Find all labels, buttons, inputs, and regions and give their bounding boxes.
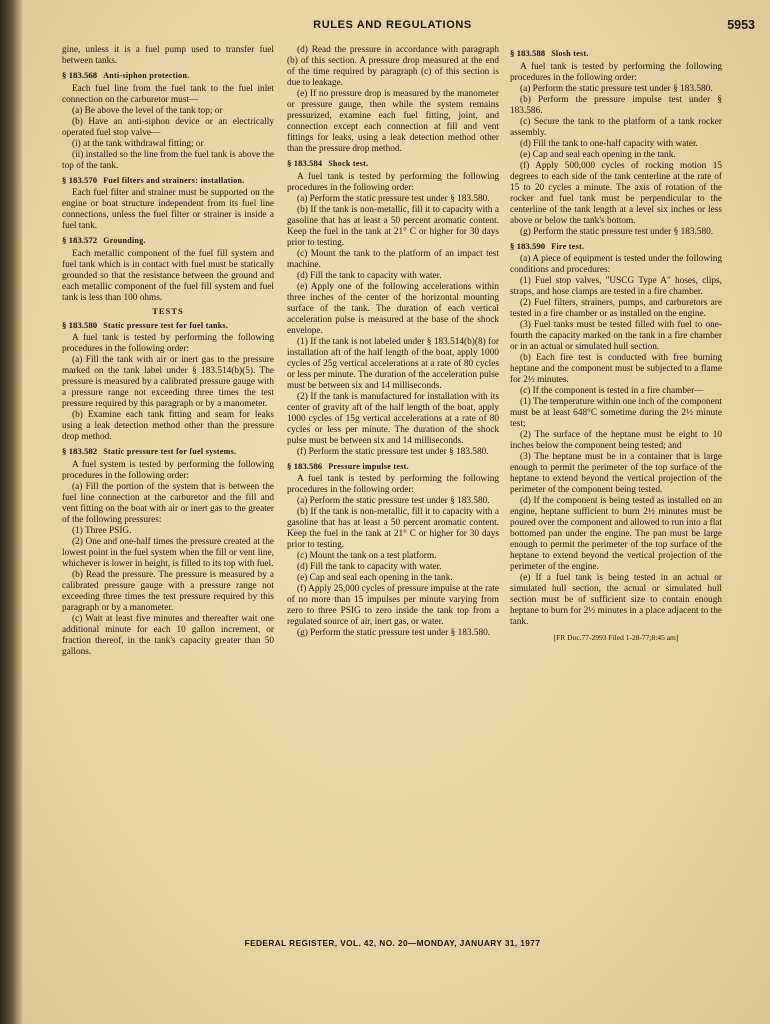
body-paragraph: (3) The heptane must be in a container that is large enough to permit the perimeter of the top surface of the heptane to extend beyond the vertical projection of the perimeter of the component being tested. [510, 452, 722, 495]
body-paragraph: (2) The surface of the heptane must be eight to 10 inches below the component being tested; and [510, 430, 722, 451]
body-paragraph: (ii) installed so the line from the fuel tank is above the top of the tank. [62, 149, 274, 171]
body-paragraph: (a) A piece of equipment is tested under the following conditions and procedures: [510, 254, 722, 275]
body-paragraph: (e) Apply one of the following accelerations within three inches of the center of the horizontal mounting surface of the tank. The duration of each vertical acceleration pulse is measured at the base of the shock envelope. [287, 281, 499, 336]
body-paragraph: (2) If the tank is manufactured for installation with its center of gravity aft of the half length of the boat, apply 1000 cycles of 15g vertical accelerations at a rate of 80 cycles or less per minute. The duration of the shock pulse must be between six and 14 milliseconds. [287, 391, 499, 446]
section-title: Slosh test. [551, 49, 589, 58]
body-paragraph: (f) Perform the static pressure test under § 183.580. [297, 446, 489, 457]
body-paragraph: (2) One and one-half times the pressure created at the lowest point in the fuel system when the fill or vent line, whichever is lower in height, is filled to its top with fuel. [62, 536, 274, 569]
body-paragraph: (e) If a fuel tank is being tested in an actual or simulated hull section, the actual or simulated hull section must be of sufficient size to contain enough heptane to burn for 2½ minutes in a place adjacent to the tank. [510, 573, 722, 627]
section-number: § 183.580 [62, 319, 98, 330]
column-left [62, 45, 274, 658]
body-paragraph: (a) Perform the static pressure test under § 183.580. [297, 193, 490, 204]
body-paragraph: (d) If the component is being tested as installed on an engine, heptane sufficient to burn 2½ minutes must be poured over the component and allowed to run into a flat bottomed pan under the engine. The pan must be large enough to permit the perimeter of the top surface of the heptane to extend beyond the vertical projection of the perimeter of the engine. [510, 496, 722, 572]
body-paragraph: (b) Each fire test is conducted with free burning heptane and the component must be subjected to a flame for 2½ minutes. [510, 353, 722, 385]
section-number: § 183.570 [62, 174, 98, 185]
body-paragraph: (a) Fill the portion of the system that is between the fuel line connection at the carburetor and the fill and vent fitting on the boat with air or inert gas to the greater of the following pressures: [62, 481, 274, 525]
body-paragraph: A fuel tank is tested by performing the following procedures in the following order: [287, 171, 499, 193]
group-heading-tests: TESTS [152, 305, 184, 316]
body-paragraph: (g) Perform the static pressure test under § 183.580. [297, 628, 491, 638]
body-paragraph: (e) Cap and seal each opening in the tank. [520, 149, 676, 160]
section-title: Grounding. [103, 236, 146, 245]
section-title: Fuel filters and strainers: installation. [103, 175, 245, 185]
body-paragraph: (d) Fill the tank to capacity with water. [297, 270, 442, 281]
page-header [30, 19, 755, 35]
body-paragraph: (c) If the component is tested in a fire chamber— [520, 386, 704, 396]
running-title: RULES AND REGULATIONS [313, 19, 472, 31]
section-heading [62, 70, 274, 82]
section-title: Anti-siphon protection. [103, 71, 190, 80]
section-title: Static pressure test for fuel systems. [103, 447, 237, 456]
body-paragraph: (b) Perform the pressure impulse test under § 183.586. [510, 94, 722, 116]
body-paragraph: (a) Fill the tank with air or inert gas to the pressure marked on the tank label under § 183.514(b)(5). The pressure is measured by a calibrated pressure gauge with a pressure range not exceeding three times the test pressure required by this paragraph or by a manometer. [62, 355, 274, 409]
body-paragraph: (c) Mount the tank to the platform of an impact test machine. [287, 248, 499, 270]
fr-document-note: [FR Doc.77-2993 Filed 1-28-77;8:45 am] [553, 633, 679, 642]
section-title: Fire test. [551, 241, 585, 251]
body-paragraph: (b) Have an anti-siphon device or an electrically operated fuel stop valve— [62, 116, 274, 138]
column-middle [287, 45, 499, 639]
body-paragraph: A fuel system is tested by performing the following procedures in the following order: [62, 459, 274, 481]
body-paragraph: (c) Wait at least five minutes and thereafter wait one additional minute for each 10 gallon increment, or fraction thereof, in the tank's capacity greater than 50 gallons. [62, 613, 274, 657]
body-paragraph: (1) The temperature within one inch of the component must be at least 648°C sometime during the 2½ minute test; [510, 397, 722, 429]
body-paragraph: (f) Apply 500,000 cycles of rocking motion 15 degrees to each side of the tank centerline at the rate of 15 to 20 cycles a minute. The axis of rotation of the rocker and fuel tank must be perpendicular to the centerline of the tank length at a level six inches or less above or below the tank's bottom. [510, 160, 722, 226]
section-number: § 183.590 [510, 240, 546, 251]
section-title: Static pressure test for fuel tanks. [103, 320, 229, 330]
body-paragraph: (b) If the tank is non-metallic, fill it to capacity with a gasoline that has at least a 50 percent aromatic content. Keep the fuel in the tank at 21° C or higher for 30 days prior to testing. [287, 507, 499, 550]
body-paragraph: (b) Read the pressure. The pressure is measured by a calibrated pressure gauge with a pressure range not exceeding three times the test pressure required by this paragraph or by a manometer. [62, 569, 274, 613]
body-paragraph: (g) Perform the static pressure test under § 183.580. [520, 226, 714, 237]
body-paragraph: A fuel tank is tested by performing the following procedures in the following order: [62, 333, 274, 354]
body-paragraph: Each metallic component of the fuel fill system and fuel tank which is in contact with fuel must be statically grounded so that the resistance between the ground and each metallic component of the fuel fill system and fuel tank is less than 100 ohms. [62, 248, 274, 303]
section-title: Shock test. [328, 159, 369, 168]
section-heading [62, 235, 274, 247]
section-heading [62, 446, 274, 458]
body-paragraph: Each fuel line from the fuel tank to the fuel inlet connection on the carburetor must— [62, 83, 274, 105]
body-paragraph: A fuel tank is tested by performing the following procedures in the following order: [287, 474, 499, 495]
body-paragraph: (1) Fuel stop valves, "USCG Type A" hoses, clips, straps, and hose clamps are tested in a fire chamber. [510, 276, 722, 297]
body-paragraph: (b) If the tank is non-metallic, fill it to capacity with a gasoline that has at least a 50 percent aromatic content. Keep the fuel in the tank at 21° C or higher for 30 days prior to testing. [287, 204, 499, 248]
section-heading [62, 320, 274, 332]
column-right [510, 45, 722, 643]
page-binding-shadow [0, 0, 22, 1024]
section-title: Pressure impulse test. [328, 461, 409, 471]
body-paragraph: (i) at the tank withdrawal fitting; or [72, 138, 204, 149]
section-number: § 183.584 [287, 158, 323, 168]
section-heading [510, 241, 722, 253]
page-footer: FEDERAL REGISTER, VOL. 42, NO. 20—MONDAY, JANUARY 31, 1977 [244, 938, 541, 948]
body-paragraph: (3) Fuel tanks must be tested filled with fuel to one-fourth the capacity marked on the tank in a fire chamber or in an actual or simulated hull section. [510, 320, 722, 352]
section-heading [287, 158, 499, 170]
body-paragraph: gine, unless it is a fuel pump used to transfer fuel between tanks. [62, 45, 274, 66]
section-number: § 183.588 [510, 48, 546, 58]
section-number: § 183.586 [287, 460, 323, 471]
page-number: 5953 [727, 18, 755, 32]
body-paragraph: (c) Secure the tank to the platform of a tank rocker assembly. [510, 116, 722, 138]
body-paragraph: (e) If no pressure drop is measured by the manometer or pressure gauge, then while the system remains pressurized, examine each fuel fitting, joint, and connection except each connection at fill and vent fittings for leaks, using a leak detection method other than the pressure drop method. [287, 89, 499, 154]
body-paragraph: (d) Fill the tank to one-half capacity with water. [520, 138, 698, 149]
body-paragraph: (a) Perform the static pressure test under § 183.580. [297, 496, 490, 506]
body-paragraph: (f) Apply 25,000 cycles of pressure impulse at the rate of no more than 15 impulses per minute varying from zero to three PSIG to zero inside the tank top from a regulated source of air, inert gas, or water. [287, 584, 499, 627]
body-paragraph: (a) Perform the static pressure test under § 183.580. [520, 83, 713, 94]
body-paragraph: Each fuel filter and strainer must be supported on the engine or boat structure independent from its fuel line connections, unless the fuel filter or strainer is inside a fuel tank. [62, 188, 274, 231]
body-paragraph: (c) Mount the tank on a test platform. [297, 551, 437, 561]
body-paragraph: (1) If the tank is not labeled under § 183.514(b)(8) for installation aft of the half length of the boat, apply 1000 cycles of 25g vertical accelerations at a rate of 80 cycles or less per minute. The duration of the acceleration pulse must be between six and 14 milliseconds. [287, 336, 499, 391]
section-heading [510, 48, 722, 60]
body-paragraph: (d) Read the pressure in accordance with paragraph (b) of this section. A pressure drop measured at the end of the time required by paragraph (c) of this section is due to leakage. [287, 45, 499, 88]
body-paragraph: (b) Examine each tank fitting and seam for leaks using a leak detection method other than the pressure drop method. [62, 410, 274, 442]
body-paragraph: A fuel tank is tested by performing the following procedures in the following order: [510, 61, 722, 83]
section-number: § 183.582 [62, 446, 98, 456]
section-heading [287, 461, 499, 473]
section-heading [62, 175, 274, 187]
body-paragraph: (a) Be above the level of the tank top; or [72, 105, 223, 116]
section-number: § 183.568 [62, 70, 98, 80]
section-number: § 183.572 [62, 235, 98, 245]
body-paragraph: (e) Cap and seal each opening in the tank. [297, 573, 453, 583]
body-paragraph: (1) Three PSIG. [72, 525, 132, 536]
body-paragraph: (d) Fill the tank to capacity with water. [297, 562, 442, 572]
body-paragraph: (2) Fuel filters, strainers, pumps, and carburetors are tested in a fire chamber or as installed on the engine. [510, 298, 722, 319]
